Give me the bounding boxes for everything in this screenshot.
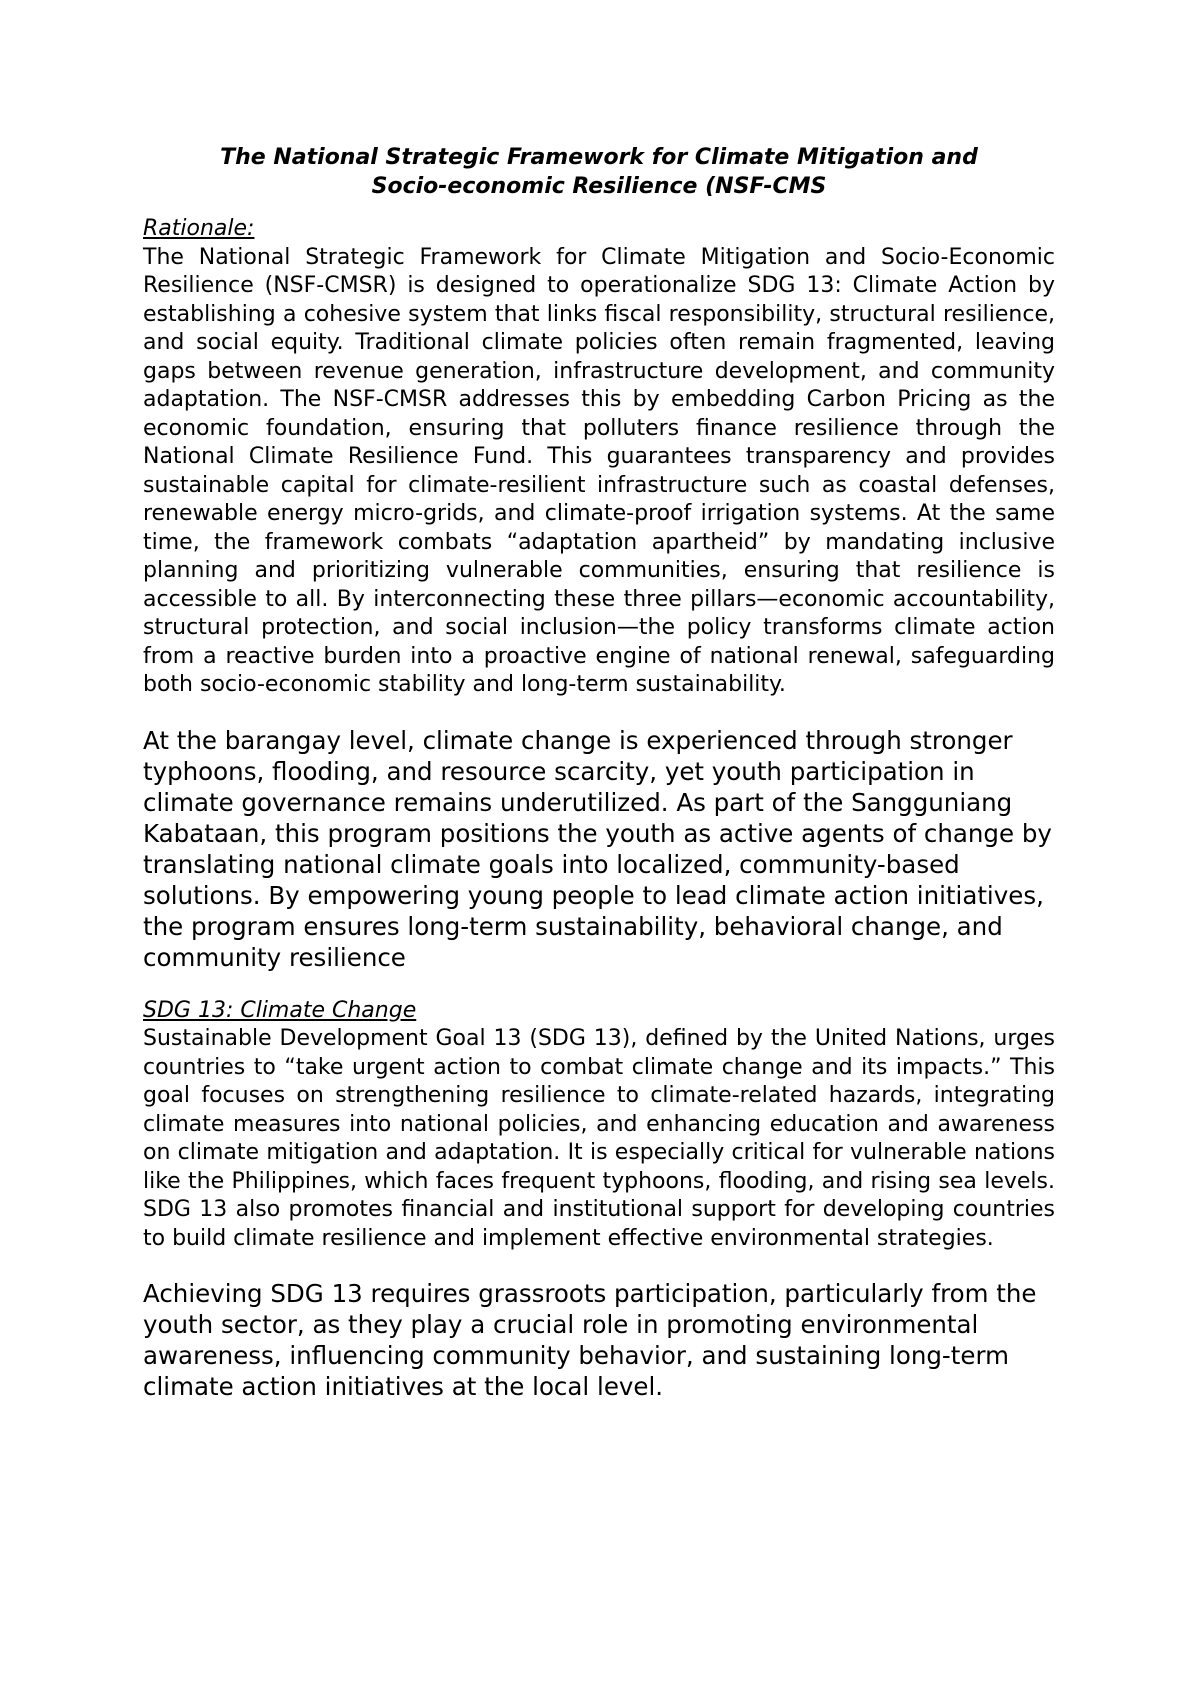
barangay-paragraph: At the barangay level, climate change is experienced through stronger typhoons, flooding, and resource scarcity, yet youth participation in climate governance remains underutilized. As part of the Sangguniang Kabataan, this program positions the youth as active agents of change by translating national climate goals into localized, community-based solutions. By empowering young people to lead climate action initiatives, the program ensures long-term sustainability, behavioral change, and community resilience (143, 725, 1052, 972)
document-title (143, 143, 1055, 201)
title-line-1: The National Strategic Framework for Climate Mitigation and (220, 145, 978, 170)
rationale-heading: Rationale: (143, 216, 255, 241)
document-page (143, 143, 1055, 1402)
rationale-paragraph: The National Strategic Framework for Climate Mitigation and Socio-Economic Resilience (NSF-CMSR) is designed to operationalize SDG 13: Climate Action by establishing a cohesive system that links fiscal responsibility, structural resilience, and social equity. Traditional climate policies often remain fragmented, leaving gaps between revenue generation, infrastructure development, and community adaptation. The NSF-CMSR addresses this by embedding Carbon Pricing as the economic foundation, ensuring that polluters finance resilience through the National Climate Resilience Fund. This guarantees transparency and provides sustainable capital for climate-resilient infrastructure such as coastal defenses, renewable energy micro-grids, and climate-proof irrigation systems. At the same time, the framework combats “adaptation apartheid” by mandating inclusive planning and prioritizing vulnerable communities, ensuring that resilience is accessible to all. By interconnecting these three pillars—economic accountability, structural protection, and social inclusion—the policy transforms climate action from a reactive burden into a proactive engine of national renewal, safeguarding both socio-economic stability and long-term sustainability. (143, 244, 1055, 697)
youth-paragraph: Achieving SDG 13 requires grassroots participation, particularly from the youth sector, as they play a crucial role in promoting environmental awareness, influencing community behavior, and sustaining long-term climate action initiatives at the local level. (143, 1279, 1037, 1401)
sdg-heading: SDG 13: Climate Change (143, 997, 417, 1023)
sdg-paragraph: Sustainable Development Goal 13 (SDG 13), defined by the United Nations, urges countries to “take urgent action to combat climate change and its impacts.” This goal focuses on strengthening resilience to climate-related hazards, integrating climate measures into national policies, and enhancing education and awareness on climate mitigation and adaptation. It is especially critical for vulnerable nations like the Philippines, which faces frequent typhoons, flooding, and rising sea levels. SDG 13 also promotes financial and institutional support for developing countries to build climate resilience and implement effective environmental strategies. (143, 1026, 1055, 1251)
title-line-2: Socio-economic Resilience (NSF-CMS (371, 174, 827, 199)
